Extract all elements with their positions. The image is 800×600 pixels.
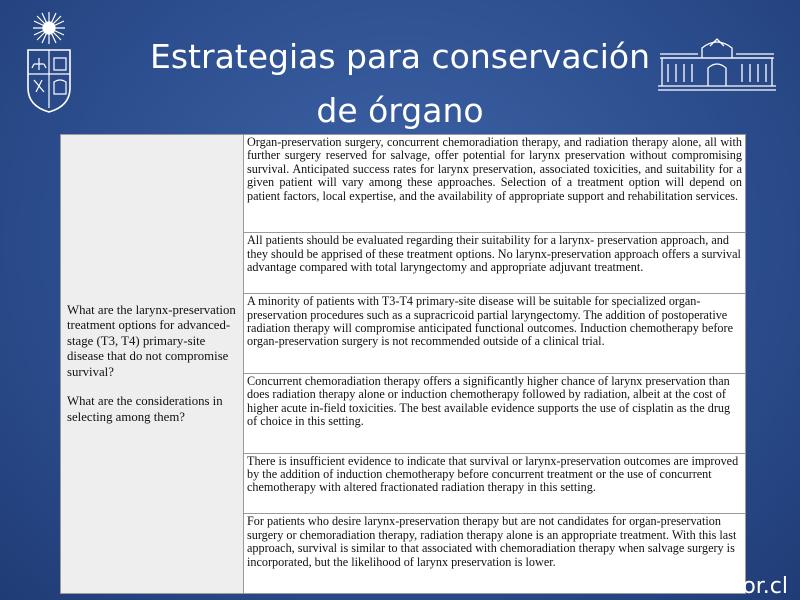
answer-cell-5: There is insufficient evidence to indicate that survival or larynx-preservation outcomes are improved by the addition of induction chemotherapy before concurrent treatment or the use of concurrent chemotherapy with altered fractionated radiation therapy in this setting. bbox=[244, 453, 746, 514]
slide-title bbox=[110, 30, 690, 138]
university-crest-logo bbox=[22, 8, 76, 118]
slide-title-line-1: Estrategias para conservación bbox=[150, 37, 650, 76]
answer-cell-4: Concurrent chemoradiation therapy offers a significantly higher chance of larynx preservation than does radiation therapy alone or induction chemotherapy followed by radiation, albeit at the cost of higher acute in-field toxicities. The best available evidence supports the use of cisplatin as the drug of choice in this setting. bbox=[244, 373, 746, 453]
question-cell bbox=[61, 135, 244, 594]
answer-cell-1: Organ-preservation surgery, concurrent chemoradiation therapy, and radiation therapy alone, all with further surgery reserved for salvage, offer potential for larynx preservation without compromising survival. Anticipated success rates for larynx preservation, associated toxicities, and suitability for a given patient will vary among these approaches. Selection of a treatment option will depend on patient factors, local expertise, and the availability of appropriate support and rehabilitation services. bbox=[244, 135, 746, 233]
answer-cell-2: All patients should be evaluated regarding their suitability for a larynx- preservation approach, and they should be apprised of these treatment options. No larynx-preservation approach offers a survival advantage compared with total laryngectomy and appropriate adjuvant treatment. bbox=[244, 233, 746, 294]
footer-url: or.cl bbox=[742, 574, 788, 599]
answer-cell-6: For patients who desire larynx-preservation therapy but are not candidates for organ-preservation surgery or chemoradiation therapy, radiation therapy alone is an appropriate treatment. With this last approach, survival is similar to that associated with chemoradiation therapy when salvage surgery is incorporated, but the likelihood of larynx preservation is lower. bbox=[244, 514, 746, 594]
guideline-table bbox=[60, 134, 746, 594]
question-text-1: What are the larynx-preservation treatment options for advanced-stage (T3, T4) primary-site disease that do not compromise survival? bbox=[67, 302, 236, 379]
question-text-2: What are the considerations in selecting among them? bbox=[67, 394, 223, 424]
slide-title-line-2: de órgano bbox=[316, 91, 484, 130]
table-row bbox=[61, 135, 746, 233]
answer-cell-3: A minority of patients with T3-T4 primary-site disease will be suitable for specialized organ-preservation procedures such as a supracricoid partial laryngectomy. The addition of postoperative radiation therapy will compromise anticipated functional outcomes. Induction chemotherapy before organ-preservation surgery is not recommended outside of a clinical trial. bbox=[244, 294, 746, 374]
